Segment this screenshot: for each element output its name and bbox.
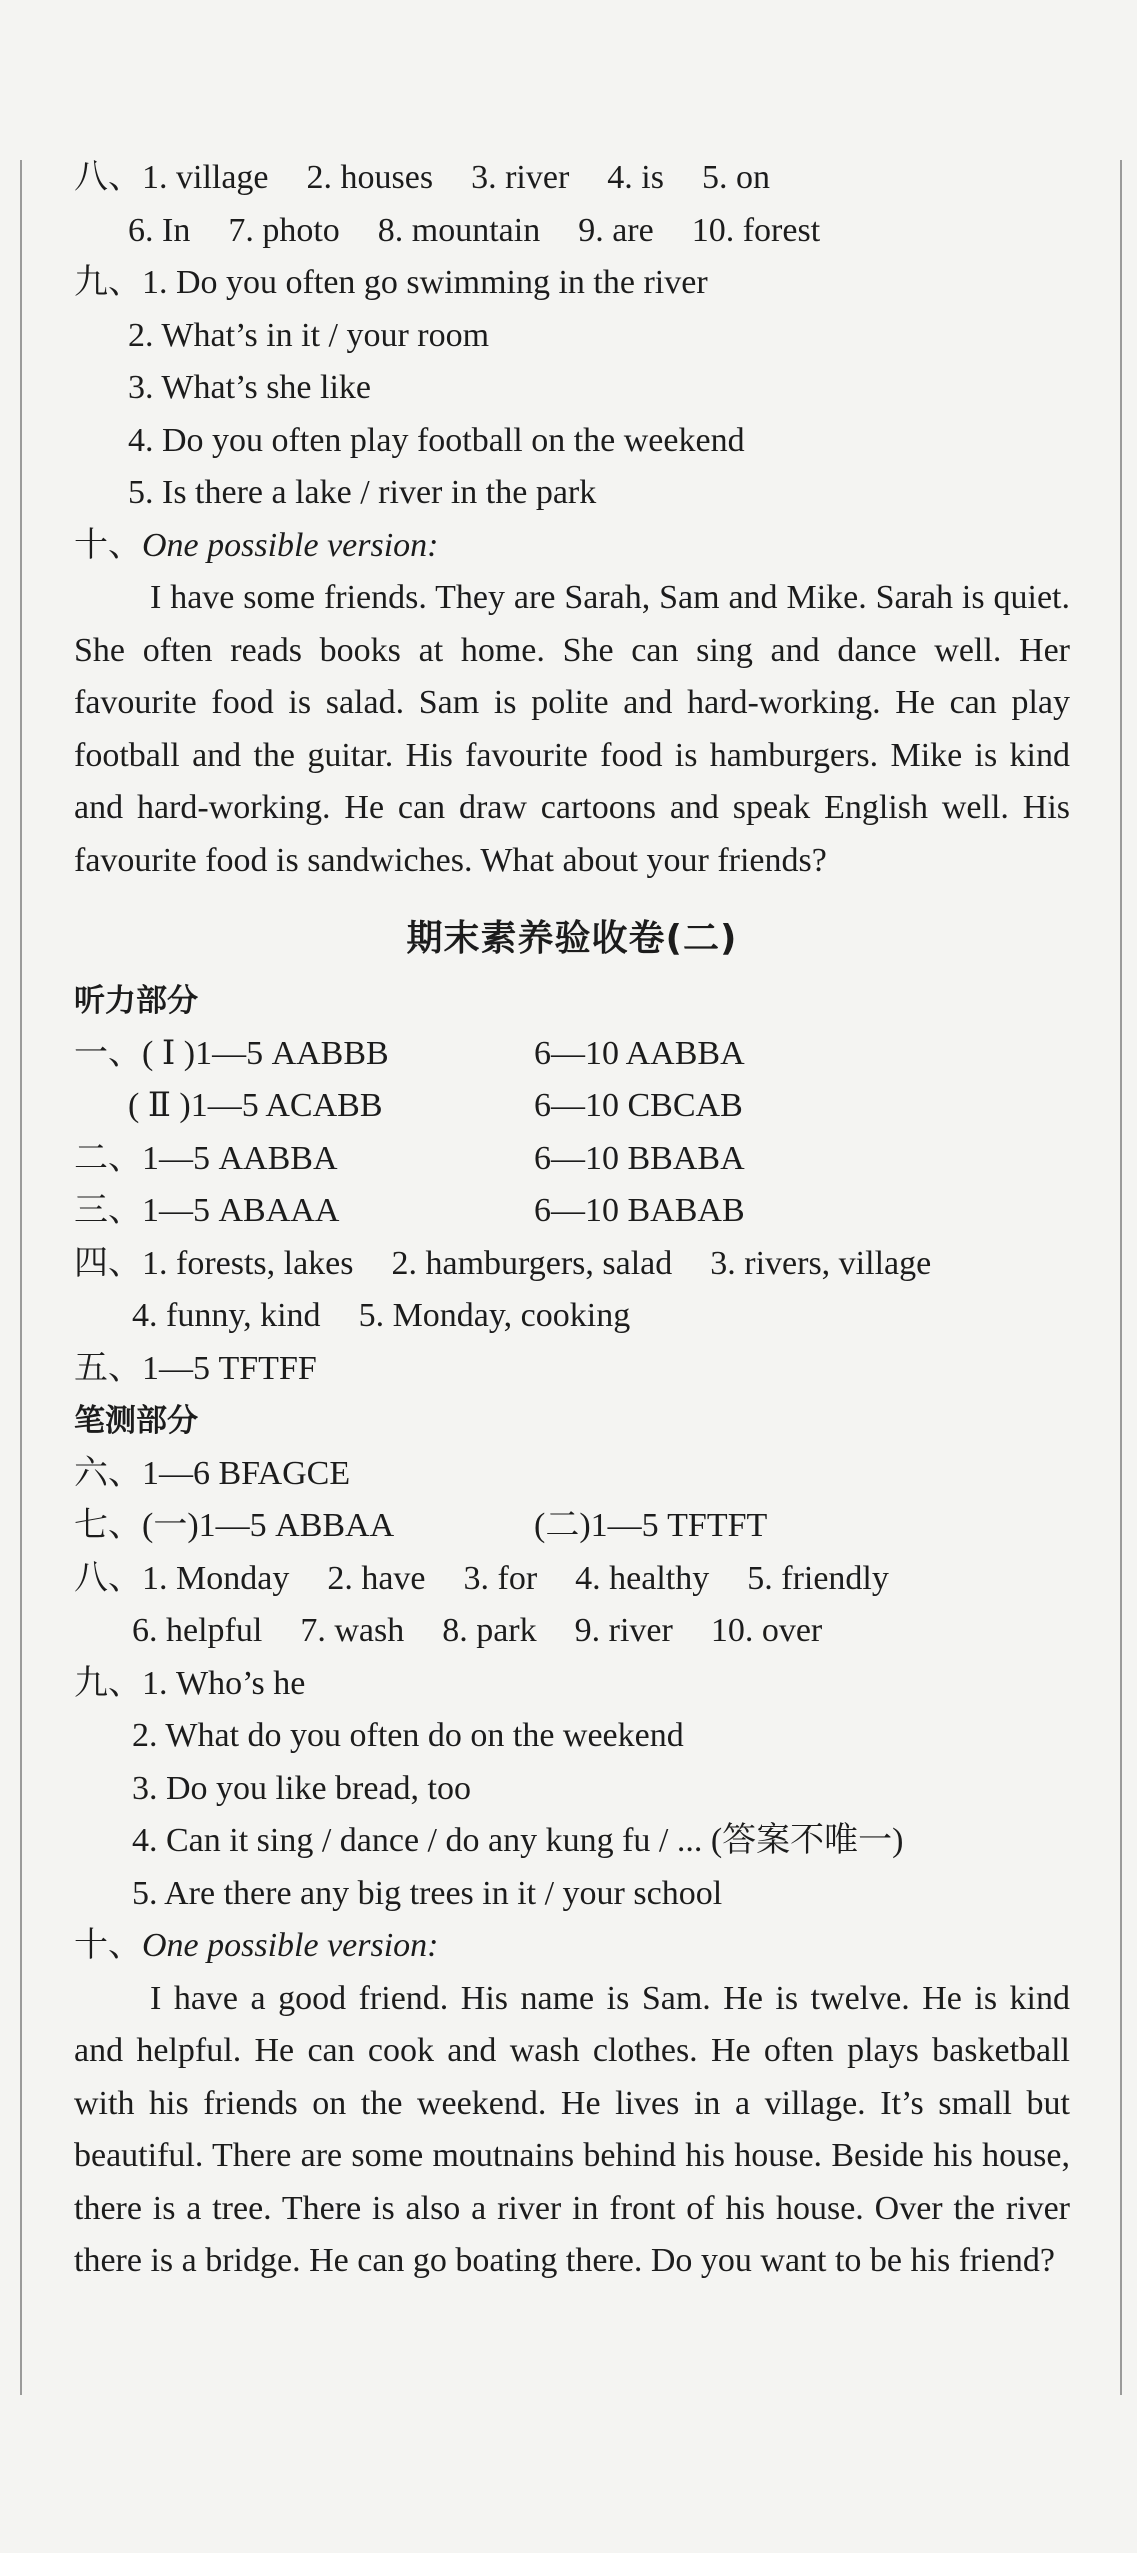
e2-s9-item2: 2. What do you often do on the weekend <box>132 1717 684 1754</box>
e2-s7 <box>74 1500 1070 1553</box>
answer: 10. over <box>710 1612 823 1649</box>
e2-s8-row1 <box>74 1553 1070 1606</box>
answer: 6—10 BABAB <box>534 1192 745 1229</box>
section-marker: 八、 <box>74 1559 142 1597</box>
answer: 1. Do you often go swimming in the river <box>142 264 708 301</box>
e2-s1-row2 <box>74 1080 1070 1133</box>
section-marker: 五、 <box>74 1349 142 1387</box>
answer: ( Ⅰ )1—5 AABBB <box>142 1034 389 1072</box>
section-marker: 六、 <box>74 1454 142 1492</box>
answer: 7. wash <box>300 1612 405 1649</box>
answer-page <box>74 152 1070 2288</box>
p1-s9-item2: 2. What’s in it / your room <box>128 316 490 354</box>
answer: 1—5 TFTFF <box>142 1349 317 1387</box>
answer: 10. forest <box>691 211 821 249</box>
answer: 5. on <box>701 159 770 196</box>
answer: 3. rivers, village <box>710 1244 932 1282</box>
answer: 1—5 ABAAA <box>142 1192 340 1229</box>
e2-s2 <box>74 1133 1070 1186</box>
answer: 1. Monday <box>142 1559 290 1597</box>
answer: 4. is <box>607 159 664 196</box>
answer: 1. village <box>142 159 269 196</box>
section-marker: 七、 <box>74 1507 142 1544</box>
p1-essay <box>74 572 1070 887</box>
answer: 6—10 CBCAB <box>534 1087 743 1124</box>
answer: 5. friendly <box>747 1559 889 1597</box>
answer: 4. healthy <box>575 1559 710 1597</box>
e2-s5 <box>74 1343 1070 1396</box>
e2-s9-item1 <box>74 1658 1070 1711</box>
answer: 4. funny, kind <box>132 1297 321 1334</box>
e2-s9-item5: 5. Are there any big trees in it / your school <box>132 1874 723 1912</box>
p1-s9-item3: 3. What’s she like <box>128 369 371 406</box>
p1-s8-row1 <box>74 152 1070 205</box>
answer: 1. forests, lakes <box>142 1244 354 1282</box>
version-label: One possible version: <box>142 526 439 564</box>
answer: (一)1—5 ABBAA <box>142 1507 395 1544</box>
answer: 9. river <box>574 1612 673 1649</box>
answer: 2. hamburgers, salad <box>391 1244 673 1282</box>
e2-s9-item4: 4. Can it sing / dance / do any kung fu / ... (答案不唯一) <box>132 1822 904 1859</box>
section-marker: 十、 <box>74 1927 142 1964</box>
p1-s9-item4: 4. Do you often play football on the weekend <box>128 421 745 459</box>
section-marker: 八、 <box>74 159 142 196</box>
section-marker: 四、 <box>74 1244 142 1282</box>
section-marker: 三、 <box>74 1192 142 1229</box>
answer: 7. photo <box>228 211 340 249</box>
p1-s10-label-line <box>74 520 1070 573</box>
essay-text: I have a good friend. His name is Sam. He is twelve. He is kind and helpful. He can cook and wash clothes. He often plays basketball with his friends on the weekend. He lives in a village. It’s small but beautiful. There are some moutnains behind his house. Beside his house, there is a tree. There is also a river in front of his house. Over the river there is a bridge. He can go boating there. Do you want to be his friend? <box>74 1979 1070 2279</box>
left-margin-rule <box>20 160 22 2395</box>
answer: 6—10 BBABA <box>534 1139 745 1177</box>
answer: 6. In <box>128 211 191 249</box>
answer: (二)1—5 TFTFT <box>534 1507 768 1544</box>
e2-s1-row1 <box>74 1028 1070 1081</box>
p1-s8-row2 <box>74 205 1070 258</box>
answer: 3. for <box>463 1559 538 1597</box>
writing-heading: 笔测部分 <box>74 1403 198 1439</box>
answer: 5. Monday, cooking <box>358 1297 631 1334</box>
answer: 1—6 BFAGCE <box>142 1454 351 1492</box>
answer: 1—5 AABBA <box>142 1139 338 1177</box>
answer: 8. park <box>442 1612 537 1649</box>
listening-heading: 听力部分 <box>74 983 198 1019</box>
e2-s10-label-line <box>74 1920 1070 1973</box>
answer: 2. have <box>327 1559 426 1597</box>
answer: 1. Who’s he <box>142 1664 306 1702</box>
answer: 6. helpful <box>132 1612 263 1649</box>
section-marker: 二、 <box>74 1139 142 1177</box>
e2-s4-row1 <box>74 1238 1070 1291</box>
e2-s3 <box>74 1185 1070 1238</box>
answer: 8. mountain <box>377 211 541 249</box>
answer: 2. houses <box>306 159 434 196</box>
e2-s6 <box>74 1448 1070 1501</box>
exam-title: 期末素养验收卷(二) <box>406 918 738 959</box>
answer: 6—10 AABBA <box>534 1034 745 1072</box>
section-marker: 九、 <box>74 1664 142 1702</box>
answer: ( Ⅱ )1—5 ACABB <box>128 1087 383 1124</box>
section-marker: 九、 <box>74 264 142 301</box>
section-marker: 一、 <box>74 1034 142 1072</box>
p1-s9-item1 <box>74 257 1070 310</box>
p1-s9-item5: 5. Is there a lake / river in the park <box>128 474 597 511</box>
version-label: One possible version: <box>142 1927 439 1964</box>
answer: 9. are <box>578 211 654 249</box>
e2-s4-row2 <box>74 1290 1070 1343</box>
section-marker: 十、 <box>74 526 142 564</box>
essay-text: I have some friends. They are Sarah, Sam and Mike. Sarah is quiet. She often reads books at home. She can sing and dance well. Her favourite food is salad. Sam is polite and hard-working. He can play football and the guitar. His favourite food is hamburgers. Mike is kind and hard-working. He can draw cartoons and speak English well. His favourite food is sandwiches. What about your friends? <box>74 579 1070 879</box>
e2-essay <box>74 1973 1070 2288</box>
e2-s9-item3: 3. Do you like bread, too <box>132 1769 471 1807</box>
e2-s8-row2 <box>74 1605 1070 1658</box>
right-margin-rule <box>1120 160 1122 2395</box>
answer: 3. river <box>471 159 570 196</box>
